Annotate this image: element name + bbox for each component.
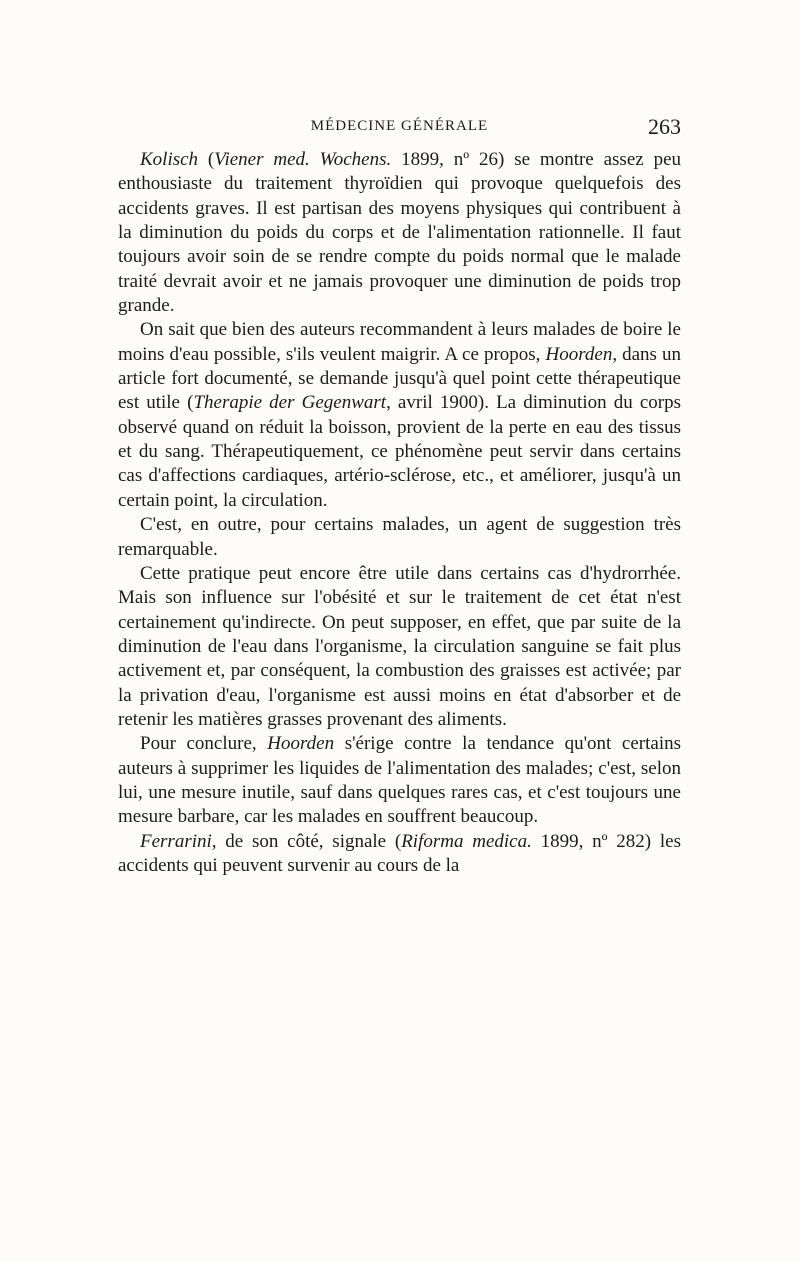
page-number: 263: [648, 114, 681, 139]
text-run: , avril 1900). La diminution du corps observé quand on réduit la boisson, provient de la perte en eau des tissus et du sang. Thérapeutiquement, ce phénomène peut servir dans certains cas d'affections cardiaques, artério-sclérose, etc., et améliorer, jusqu'à un certain point, la circulation.: [118, 392, 682, 511]
author-kolisch: Kolisch: [140, 149, 199, 170]
running-head-title: MÉDECINE GÉNÉRALE: [310, 118, 489, 134]
text-run: On sait que bien des auteurs recommandent à leurs malades de boire le moins d'eau possible, s'ils veulent maigrir. A ce propos,: [118, 319, 681, 365]
journal-citation: Viener med. Wochens.: [214, 149, 392, 170]
author-hoorden: Hoorden: [267, 733, 335, 755]
author-hoorden: Hoorden: [545, 343, 613, 365]
body-text: [118, 148, 681, 878]
author-ferrarini: Ferrarini: [140, 830, 212, 852]
journal-citation: Riforma medica.: [401, 830, 532, 852]
text-run: s'érige contre la tendance qu'ont certains auteurs à supprimer les liquides de l'alimentation des malades; c'est, selon lui, une mesure inutile, sauf dans quelques rares cas, et c'est toujours une mesure barbare, car les malades en souffrent beaucoup.: [118, 733, 681, 828]
paragraph-ferrarini: [118, 830, 681, 879]
text-run: 1899, nº 282) les accidents qui peuvent survenir au cours de la: [118, 830, 681, 876]
text-run: , de son côté, signale (: [211, 830, 402, 852]
journal-citation: Therapie der Gegenwart: [193, 392, 387, 414]
text-run: Pour conclure,: [140, 733, 268, 755]
paragraph-suggestion: [118, 513, 681, 562]
paragraph-conclusion: [118, 732, 681, 829]
text-run: , dans un article fort documenté, se demande jusqu'à quel point cette thérapeutique est utile (: [118, 343, 681, 414]
paragraph-hydrorrhee: [118, 562, 681, 732]
paragraph-hoorden: [118, 318, 681, 513]
running-head: [118, 114, 681, 146]
paragraph-kolisch: [118, 148, 681, 318]
text-run: C'est, en outre, pour certains malades, un agent de suggestion très remarquable.: [118, 514, 681, 560]
text-run: (: [198, 149, 215, 170]
text-run: Cette pratique peut encore être utile dans certains cas d'hydrorrhée. Mais son influence sur l'obésité et sur le traitement de cet état n'est certainement qu'indirecte. On peut supposer, en effet, que par suite de la diminution de l'eau dans l'organisme, la circulation sanguine se fait plus activement et, par conséquent, la combustion des graisses est activée; par la privation d'eau, l'organisme est aussi moins en état d'absorber et de retenir les matières grasses provenant des aliments.: [118, 562, 681, 730]
text-run: 1899, nº 26) se montre assez peu enthousiaste du traitement thyroïdien qui provoque quelquefois des accidents graves. Il est partisan des moyens physiques qui contribuent à la diminution du poids du corps et de l'alimentation rationnelle. Il faut toujours avoir soin de se rendre compte du poids normal que le malade traité devrait avoir et ne jamais provoquer une diminution de poids trop grande.: [118, 149, 681, 317]
